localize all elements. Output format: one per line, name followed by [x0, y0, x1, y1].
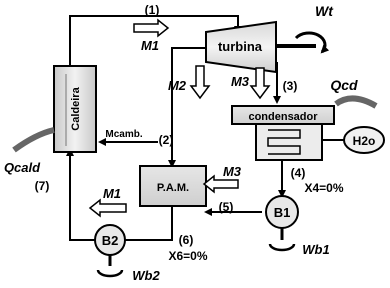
state-1-label: (1) [144, 3, 160, 17]
pump-b1 [266, 196, 298, 240]
flow-m1-top-label: M1 [140, 38, 160, 53]
state-5-label: (5) [218, 200, 234, 214]
pump-b1-label: B1 [273, 205, 291, 220]
state-4-label: (4) [290, 166, 306, 180]
qcald-heat-icon [14, 130, 54, 150]
arrow-m3-turbine [251, 68, 269, 98]
pump-b2 [95, 225, 125, 266]
fuel-flow-label: Mcamb. [105, 129, 143, 140]
state-3-label: (3) [282, 79, 298, 93]
quality-x4-label: X4=0% [304, 181, 344, 195]
water-source [344, 127, 384, 153]
flow-m3-turbine-label: M3 [230, 74, 250, 89]
quality-x6-label: X6=0% [168, 249, 208, 263]
state-2-label: (2) [158, 133, 174, 147]
flow-m3-pam-label: M3 [222, 164, 242, 179]
work-turbine-label: Wt [315, 3, 333, 19]
condenser-label: condensador [248, 111, 318, 123]
heat-condenser-label: Qcd [330, 77, 358, 93]
pam-label: P.A.M. [156, 182, 190, 194]
arrow-m2 [191, 66, 209, 98]
qcd-heat-icon [336, 98, 376, 106]
pump-b2-label: B2 [101, 233, 119, 248]
state-6-label: (6) [178, 233, 194, 247]
flow-m1-bottom-label: M1 [102, 186, 122, 201]
pipe-7 [70, 150, 96, 240]
turbine [206, 22, 316, 72]
flow-m2-label: M2 [167, 78, 187, 93]
water-label: H2o [352, 134, 376, 148]
work-pump2-label: Wb2 [132, 268, 160, 283]
arrow-m1-top [134, 20, 168, 36]
turbine-label: turbina [217, 39, 263, 54]
state-7-label: (7) [34, 179, 50, 193]
boiler [54, 66, 96, 152]
pam-heater [140, 166, 206, 206]
wt-rotation-icon [296, 33, 325, 52]
heat-boiler-label: Qcald [3, 160, 41, 175]
pipe-6 [124, 206, 172, 240]
condenser [232, 106, 334, 160]
boiler-label: Caldeira [70, 87, 82, 131]
wb1-work-icon [270, 244, 294, 250]
arrow-m1-bottom [90, 200, 126, 216]
wb2-work-icon [98, 270, 122, 276]
work-pump1-label: Wb1 [302, 242, 330, 257]
